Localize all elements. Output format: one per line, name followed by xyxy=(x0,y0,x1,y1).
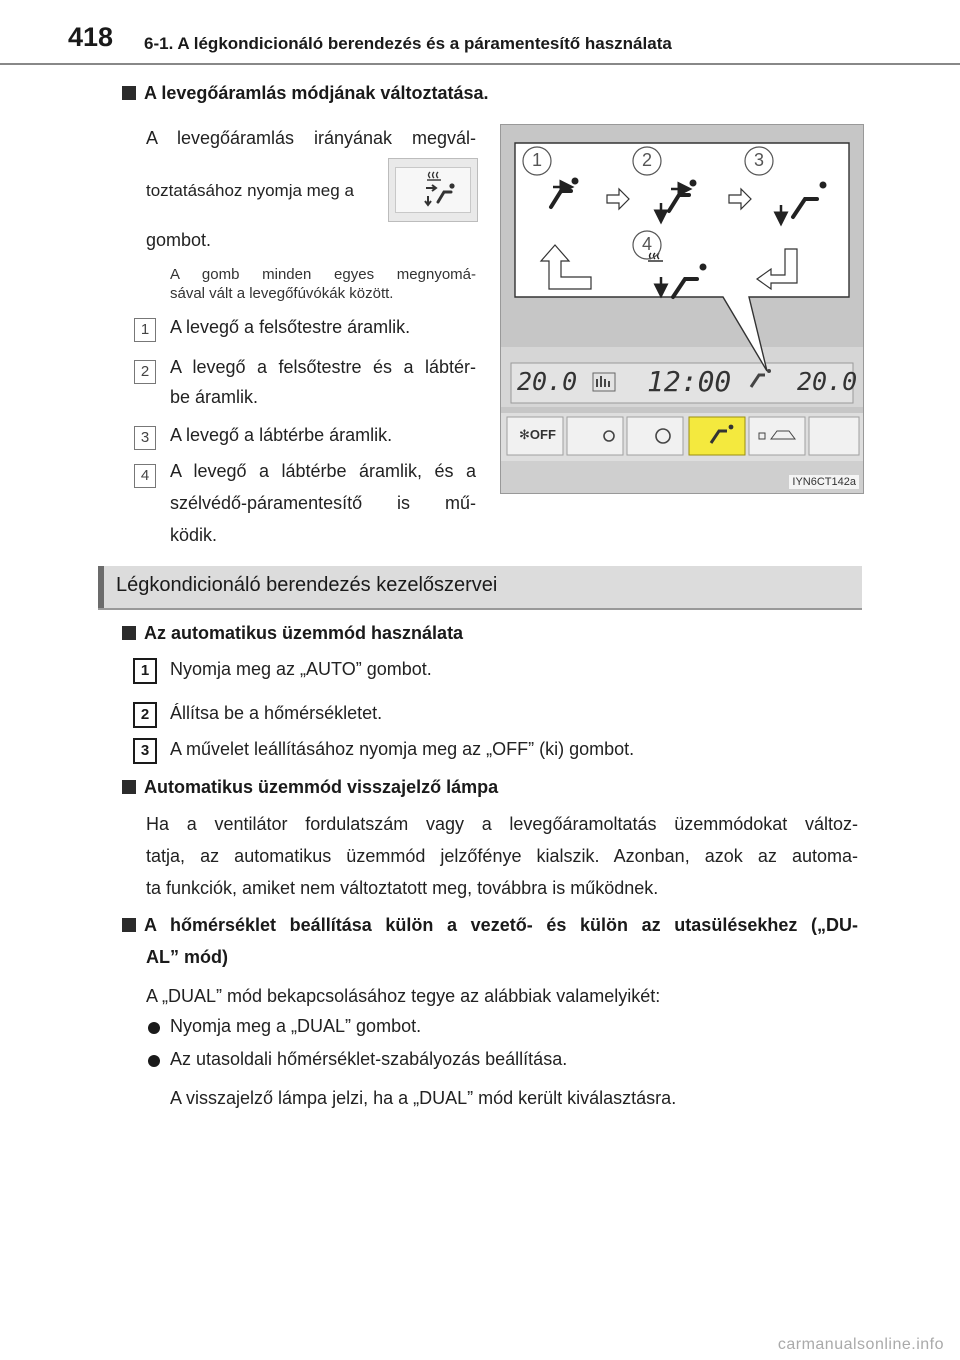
section-underline xyxy=(98,608,862,610)
airflow-note-line2: sával vált a levegőfúvókák között. xyxy=(170,285,394,302)
step-text: Nyomja meg az „AUTO” gombot. xyxy=(170,659,432,679)
dual-option: Az utasoldali hőmérséklet-szabályozás beállítása. xyxy=(170,1049,568,1069)
display-left-temp: 20.0 xyxy=(517,367,578,396)
indicator-paragraph-line: Ha a ventilátor fordulatszám vagy a levegőáramoltatás üzemmódokat változ- xyxy=(146,814,858,834)
square-bullet-icon xyxy=(122,780,136,794)
dual-option: Nyomja meg a „DUAL” gombot. xyxy=(170,1016,422,1036)
indicator-paragraph-line: tatja, az automatikus üzemmód jelzőfénye kialszik. Azonban, azok az automa- xyxy=(146,846,858,866)
fan-off-button-label: ✻OFF xyxy=(519,427,556,442)
square-bullet-icon xyxy=(122,86,136,100)
airflow-heading: A levegőáramlás módjának változtatása. xyxy=(122,80,488,106)
indicator-heading: Automatikus üzemmód visszajelző lámpa xyxy=(122,774,498,800)
airflow-item-number: 1 xyxy=(134,318,156,342)
dual-intro: A „DUAL” mód bekapcsolásához tegye az alábbiak valamelyikét: xyxy=(146,986,661,1006)
display-right-temp: 20.0 xyxy=(797,367,858,396)
step-text: Állítsa be a hőmérsékletet. xyxy=(170,703,383,723)
callout-number: 4 xyxy=(641,234,652,254)
airflow-item-number: 4 xyxy=(134,464,156,488)
square-bullet-icon xyxy=(122,918,136,932)
airflow-note-line1: A gomb minden egyes megnyomá- xyxy=(170,266,476,283)
step-number: 2 xyxy=(133,702,157,728)
dual-heading-continued: AL” mód) xyxy=(146,947,228,967)
airflow-mode-icon xyxy=(396,168,470,212)
airflow-intro-line3: gombot. xyxy=(146,230,212,250)
airflow-item-text: ködik. xyxy=(170,525,218,545)
airflow-mode-button-illustration xyxy=(388,158,478,222)
watermark: carmanualsonline.info xyxy=(777,1336,944,1353)
airflow-item-text: A levegő a lábtérbe áramlik. xyxy=(170,425,393,445)
chapter-title: 6-1. A légkondicionáló berendezés és a páramentesítő használata xyxy=(144,34,672,53)
step-number: 3 xyxy=(133,738,157,764)
section-title-bar xyxy=(98,566,862,608)
bullet-dot-icon xyxy=(148,1055,160,1067)
page-number: 418 xyxy=(68,22,114,52)
airflow-intro-line2: toztatásához nyomja meg a xyxy=(146,181,354,200)
airflow-item-text: A levegő a felsőtestre áramlik. xyxy=(170,317,411,337)
section-accent xyxy=(98,566,104,608)
callout-number: 1 xyxy=(531,150,542,170)
figure-code: IYN6CT142a xyxy=(789,475,859,489)
page-header xyxy=(0,0,960,64)
indicator-paragraph-line: ta funkciók, amiket nem változtatott meg, továbbra is működnek. xyxy=(146,878,659,898)
airflow-item-text: be áramlik. xyxy=(170,387,259,407)
step-text: A művelet leállításához nyomja meg az „OFF” (ki) gombot. xyxy=(170,739,635,759)
airflow-item-number: 3 xyxy=(134,426,156,450)
auto-mode-heading: Az automatikus üzemmód használata xyxy=(122,620,463,646)
callout-number: 2 xyxy=(641,150,652,170)
step-number: 1 xyxy=(133,658,157,684)
square-bullet-icon xyxy=(122,626,136,640)
airflow-item-text: A levegő a felsőtestre és a lábtér- xyxy=(170,357,476,377)
airflow-item-text: A levegő a lábtérbe áramlik, és a xyxy=(170,461,476,481)
airflow-intro-line1: A levegőáramlás irányának megvál- xyxy=(146,128,476,148)
bullet-dot-icon xyxy=(148,1022,160,1034)
dual-note: A visszajelző lámpa jelzi, ha a „DUAL” mód került kiválasztásra. xyxy=(170,1088,677,1108)
dual-heading: A hőmérséklet beállítása külön a vezető- és külön az utasülésekhez („DU- xyxy=(122,912,858,938)
section-title: Légkondicionáló berendezés kezelőszervei xyxy=(116,574,498,596)
header-divider xyxy=(0,63,960,65)
callout-number: 3 xyxy=(753,150,764,170)
airflow-diagram xyxy=(500,124,864,494)
airflow-item-number: 2 xyxy=(134,360,156,384)
airflow-item-text: szélvédő-páramentesítő is mű- xyxy=(170,493,476,513)
display-time: 12:00 xyxy=(647,365,732,398)
